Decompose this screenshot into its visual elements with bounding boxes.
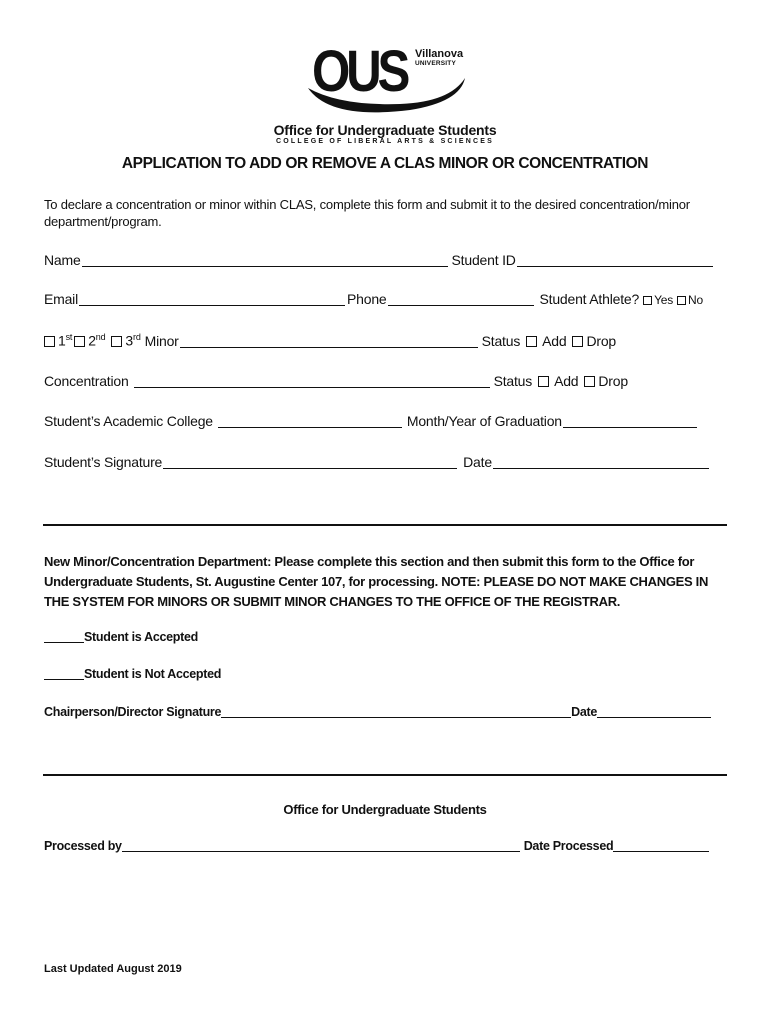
athlete-no-label: No: [688, 293, 703, 307]
second-minor-checkbox[interactable]: [74, 336, 85, 347]
office-title: Office for Undergraduate Students: [273, 122, 497, 138]
section-divider: [43, 524, 727, 526]
third-label: 3rd: [125, 332, 141, 349]
processed-by-field[interactable]: [122, 839, 520, 852]
athlete-yes-checkbox[interactable]: [643, 296, 652, 305]
name-row: [44, 252, 715, 268]
not-accepted-field[interactable]: [44, 667, 84, 680]
name-field[interactable]: [82, 252, 448, 267]
academic-college-field[interactable]: [218, 413, 402, 428]
minor-status-label: Status: [481, 332, 521, 349]
accepted-label: Student is Accepted: [84, 630, 198, 644]
chair-signature-field[interactable]: [221, 705, 571, 718]
concentration-add-checkbox[interactable]: [538, 376, 549, 387]
date-processed-label: Date Processed: [523, 839, 614, 853]
chair-date-label: Date: [571, 705, 598, 719]
second-label: 2nd: [88, 332, 106, 349]
processed-row: [44, 839, 709, 853]
signature-row: [44, 454, 711, 470]
minor-add-checkbox[interactable]: [526, 336, 537, 347]
first-label: 1st: [58, 332, 73, 349]
processed-by-label: Processed by: [44, 839, 122, 853]
form-title: APPLICATION TO ADD OR REMOVE A CLAS MINOR OR CONCENTRATION: [121, 155, 649, 172]
not-accepted-label: Student is Not Accepted: [84, 667, 222, 681]
department-instructions: New Minor/Concentration Department: Please complete this section and then submit this form to the Office for Undergraduate Students, St. Augustine Center 107, for processing. NOTE: PLEASE DO NOT MAKE CHANGES IN THE SYSTEM FOR MINORS OR SUBMIT MINOR CHANGES TO THE OFFICE OF THE REGISTRAR.: [44, 554, 709, 609]
minor-row: [44, 332, 616, 349]
not-accepted-row: [44, 667, 221, 681]
logo-university-label: UNIVERSITY: [415, 60, 457, 67]
intro-text: To declare a concentration or minor within CLAS, complete this form and submit it to the desired concentration/minor department/program.: [44, 197, 690, 229]
chair-signature-row: [44, 705, 711, 719]
concentration-add-label: Add: [554, 373, 579, 389]
section-divider-2: [43, 774, 727, 776]
email-field[interactable]: [79, 291, 345, 306]
logo-brand: OUS: [312, 39, 407, 104]
logo-university-name: Villanova: [415, 48, 464, 60]
concentration-row: [44, 373, 628, 389]
office-section-title: Office for Undergraduate Students: [283, 802, 487, 817]
student-id-field[interactable]: [517, 252, 713, 267]
minor-field[interactable]: [180, 333, 478, 348]
last-updated: Last Updated August 2019: [44, 963, 182, 975]
graduation-label: Month/Year of Graduation: [406, 413, 562, 429]
signature-label: Student’s Signature: [44, 454, 163, 470]
concentration-field[interactable]: [134, 373, 490, 388]
minor-add-label: Add: [542, 332, 567, 349]
minor-drop-checkbox[interactable]: [572, 336, 583, 347]
athlete-label: Student Athlete?: [539, 291, 640, 307]
chair-date-field[interactable]: [597, 705, 711, 718]
athlete-no-checkbox[interactable]: [677, 296, 686, 305]
academic-college-row: [44, 413, 699, 429]
third-minor-checkbox[interactable]: [111, 336, 122, 347]
chair-signature-label: Chairperson/Director Signature: [44, 705, 222, 719]
first-minor-checkbox[interactable]: [44, 336, 55, 347]
accepted-field[interactable]: [44, 630, 84, 643]
date-label: Date: [463, 454, 492, 470]
student-id-label: Student ID: [451, 252, 516, 268]
graduation-field[interactable]: [563, 413, 697, 428]
accepted-row: [44, 630, 198, 644]
name-label: Name: [44, 252, 81, 268]
date-field[interactable]: [493, 454, 709, 469]
concentration-status-label: Status: [493, 373, 533, 389]
minor-drop-label: Drop: [586, 332, 616, 349]
concentration-label: Concentration: [44, 373, 129, 389]
email-label: Email: [44, 291, 79, 307]
phone-label: Phone: [347, 291, 387, 307]
athlete-yes-label: Yes: [654, 293, 674, 307]
concentration-drop-checkbox[interactable]: [584, 376, 595, 387]
college-name: COLLEGE OF LIBERAL ARTS & SCIENCES: [276, 138, 494, 145]
phone-field[interactable]: [388, 291, 534, 306]
minor-label: Minor: [144, 332, 179, 349]
academic-college-label: Student’s Academic College: [44, 413, 213, 429]
date-processed-field[interactable]: [613, 839, 709, 852]
concentration-drop-label: Drop: [598, 373, 628, 389]
signature-field[interactable]: [163, 454, 457, 469]
email-row: [44, 291, 703, 307]
